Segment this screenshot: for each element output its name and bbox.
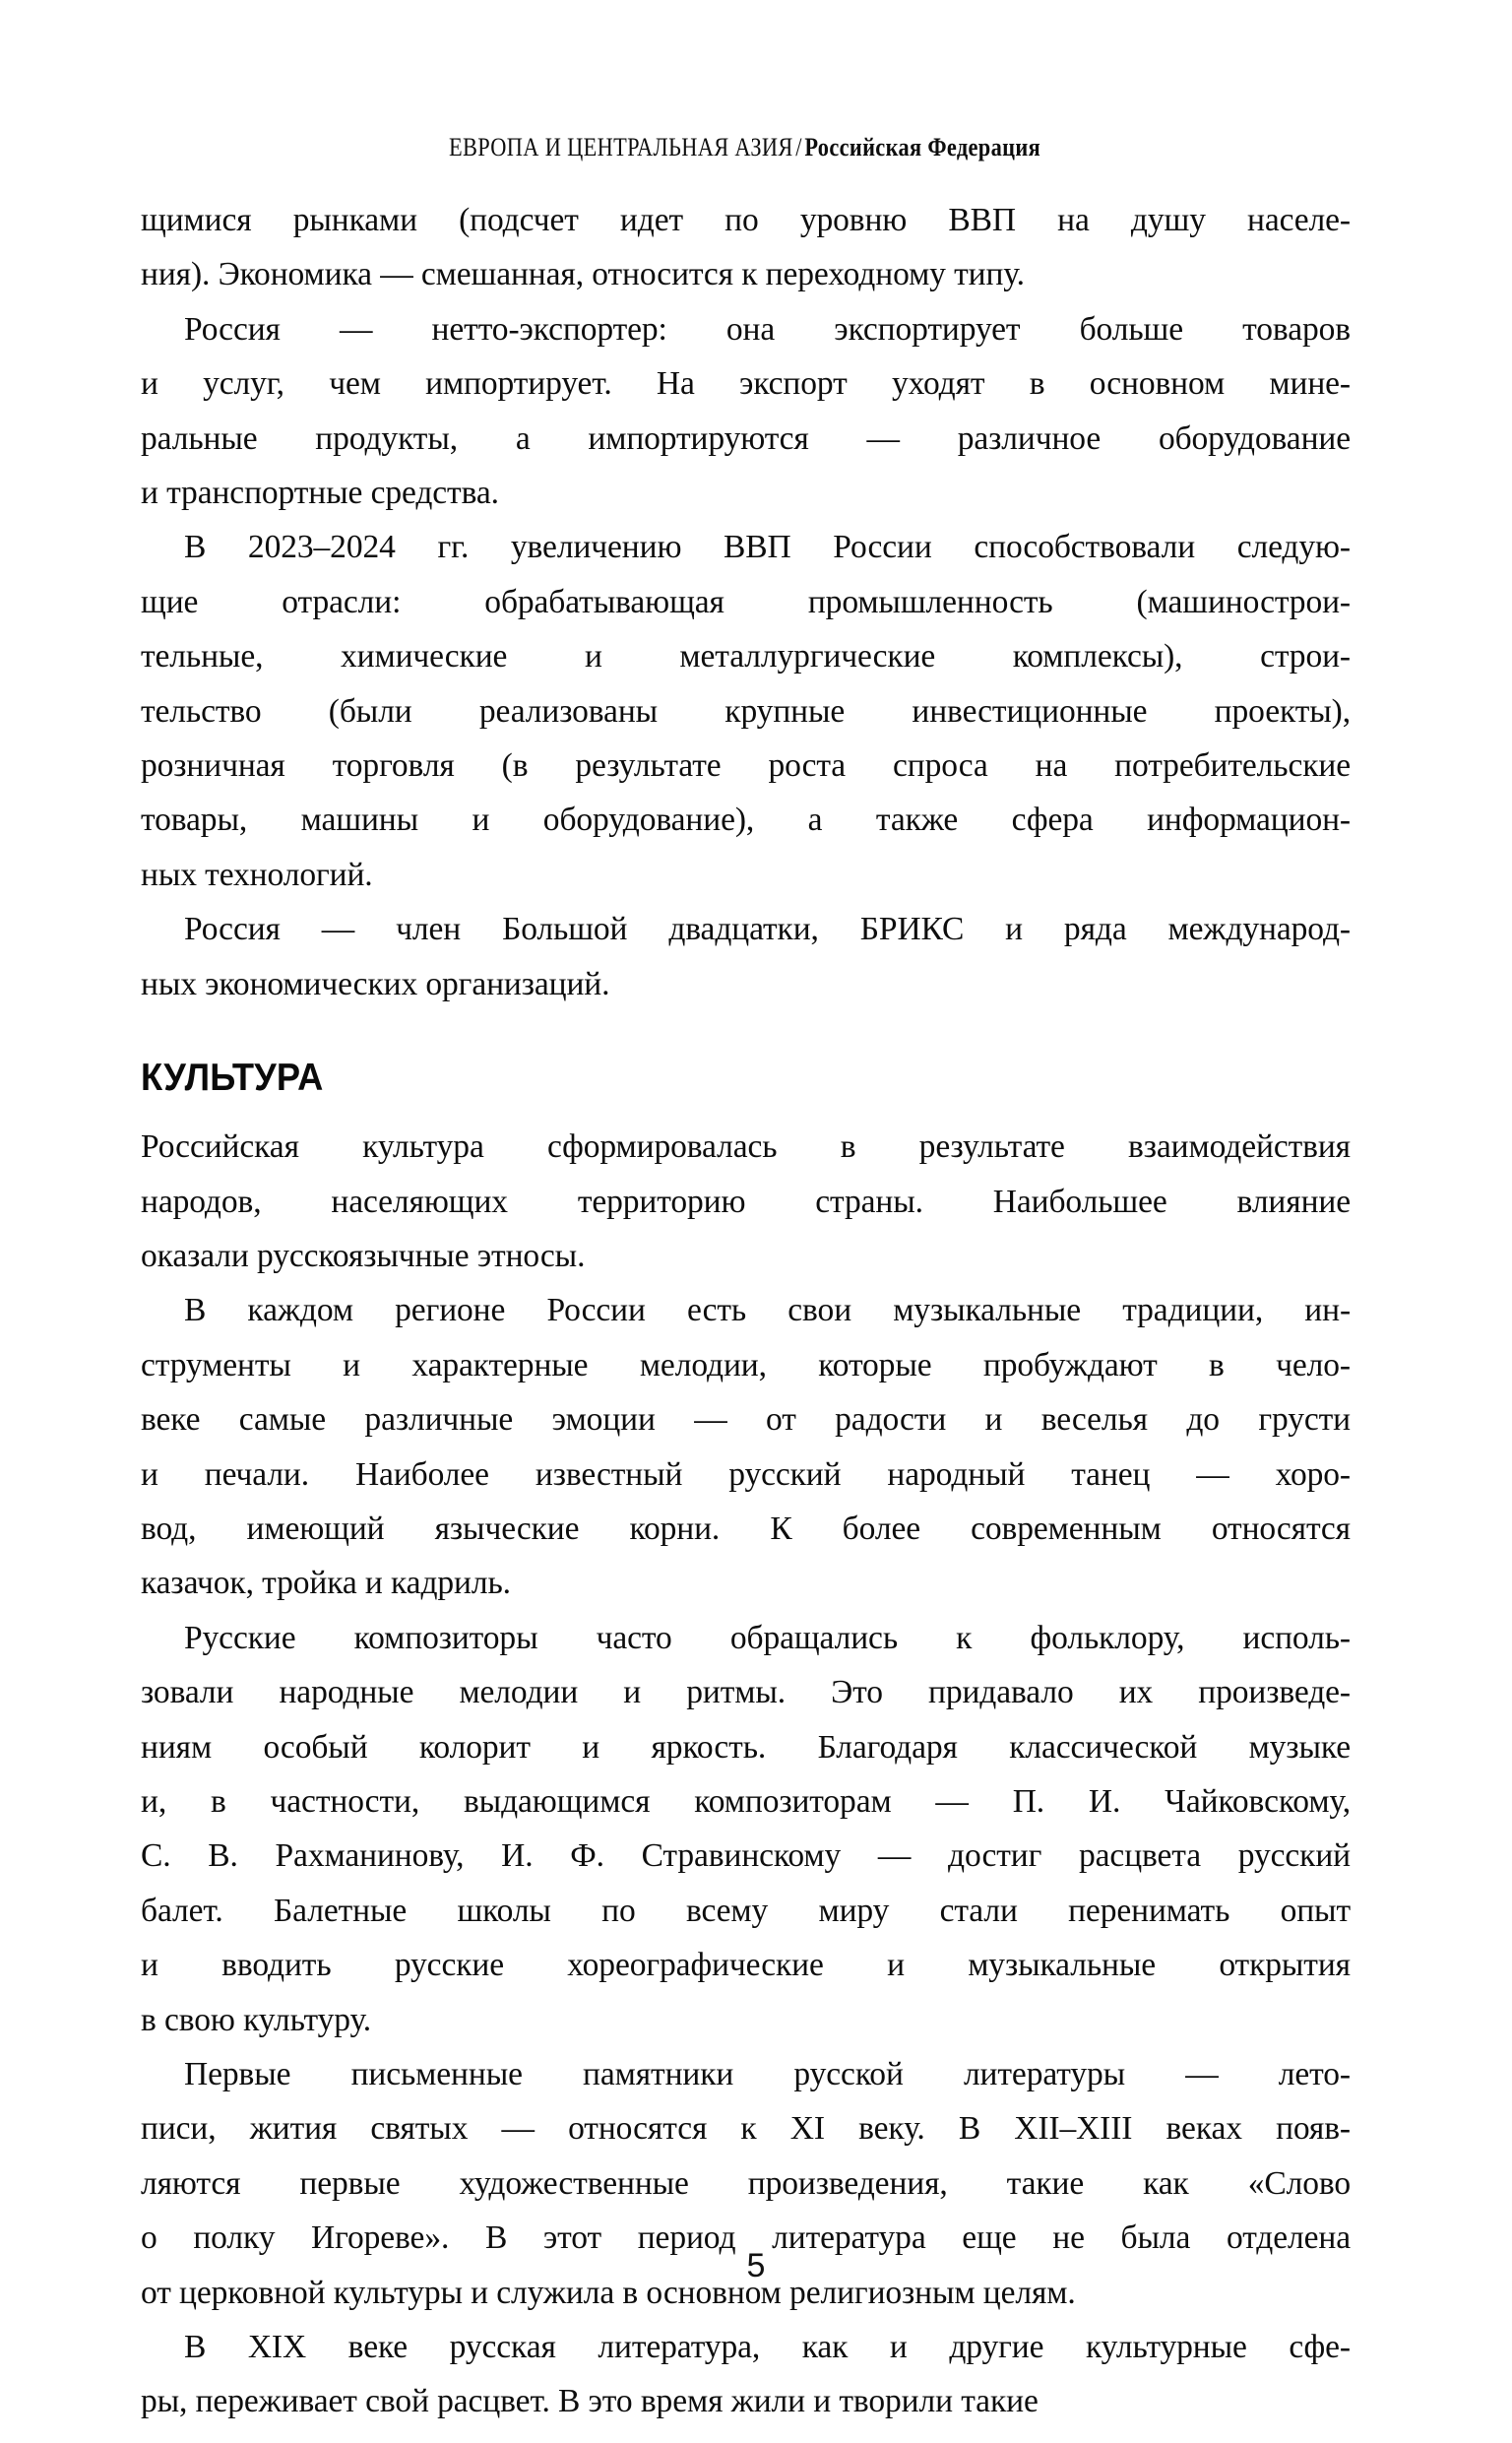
text-line: и печали. Наиболее известный русский народный танец — хоро- <box>141 1455 1351 1493</box>
spacer-after-heading <box>141 1102 1351 1120</box>
text-line: струменты и характерные мелодии, которые пробуждают в чело- <box>141 1346 1351 1383</box>
text-line: оказали русскоязычные этносы. <box>141 1237 586 1274</box>
text-line: товары, машины и оборудование), а также сфера информацион- <box>141 802 1351 839</box>
text-line: В XIX веке русская литература, как и другие культурные сфе- <box>184 2329 1351 2366</box>
text-line: Россия — член Большой двадцатки, БРИКС и ряда международ- <box>184 911 1351 948</box>
paragraph <box>141 2320 1351 2429</box>
spacer-before-heading <box>141 1011 1351 1055</box>
section-heading-culture: КУЛЬТУРА <box>141 1057 324 1100</box>
text-line: и вводить русские хореографические и музыкальные открытия <box>141 1947 1351 1984</box>
text-line: веке самые различные эмоции — от радости и веселья до грусти <box>141 1401 1351 1439</box>
text-line: зовали народные мелодии и ритмы. Это придавало их произведе- <box>141 1674 1351 1711</box>
page-number: 5 <box>746 2247 766 2284</box>
text-line: Русские композиторы часто обращались к фольклору, исполь- <box>184 1619 1351 1656</box>
running-header-separator: / <box>795 133 802 161</box>
paragraph <box>141 1120 1351 1283</box>
text-line: В 2023–2024 гг. увеличению ВВП России способствовали следую- <box>184 529 1351 566</box>
text-line: тельные, химические и металлургические комплексы), строи- <box>141 638 1351 675</box>
paragraph <box>141 302 1351 521</box>
paragraph <box>141 1611 1351 2047</box>
text-line: ниям особый колорит и яркость. Благодаря классической музыке <box>141 1728 1351 1766</box>
paragraph <box>141 902 1351 1011</box>
paragraph <box>141 193 1351 302</box>
text-line: тельство (были реализованы крупные инвестиционные проекты), <box>141 692 1351 730</box>
text-line: Первые письменные памятники русской литературы — лето- <box>184 2056 1351 2092</box>
text-line: розничная торговля (в результате роста спроса на потребительские <box>141 747 1351 785</box>
text-line: и, в частности, выдающимся композиторам — П. И. Чайковскому, <box>141 1782 1351 1820</box>
text-line: казачок, тройка и кадриль. <box>141 1565 511 1602</box>
text-line: писи, жития святых — относятся к XI веку. В XII–XIII веках появ- <box>141 2110 1351 2148</box>
running-header-country: Российская Федерация <box>804 133 1041 161</box>
text-line: народов, населяющих территорию страны. Наибольшее влияние <box>141 1183 1351 1220</box>
paragraph <box>141 1283 1351 1610</box>
text-line: В каждом регионе России есть свои музыкальные традиции, ин- <box>184 1292 1351 1329</box>
text-line: и транспортные средства. <box>141 475 499 512</box>
text-line: ных технологий. <box>141 856 373 893</box>
text-line: ляются первые художественные произведения, такие как «Слово <box>141 2164 1351 2202</box>
text-line: и услуг, чем импортирует. На экспорт уходят в основном мине- <box>141 365 1351 403</box>
text-line: ры, переживает свой расцвет. В это время жили и творили такие <box>141 2383 1039 2420</box>
text-line: ния). Экономика — смешанная, относится к переходному типу. <box>141 256 1025 293</box>
text-line: ных экономических организаций. <box>141 965 610 1002</box>
running-header <box>225 134 1264 162</box>
text-line: балет. Балетные школы по всему миру стали перенимать опыт <box>141 1892 1351 1929</box>
text-line: Россия — нетто-экспортер: она экспортирует больше товаров <box>184 310 1351 348</box>
text-line: о полку Игореве». В этот период литература еще не была отделена <box>141 2219 1351 2257</box>
running-header-section: ЕВРОПА И ЦЕНТРАЛЬНАЯ АЗИЯ <box>448 133 793 161</box>
text-line: от церковной культуры и служила в основном религиозным целям. <box>141 2274 1076 2311</box>
text-line: в свою культуру. <box>141 2001 372 2038</box>
text-line: ральные продукты, а импортируются — различное оборудование <box>141 419 1351 457</box>
paragraph <box>141 520 1351 902</box>
text-line: Российская культура сформировалась в результате взаимодействия <box>141 1128 1351 1166</box>
text-line: вод, имеющий языческие корни. К более современным относятся <box>141 1510 1351 1547</box>
text-line: С. В. Рахманинову, И. Ф. Стравинскому — достиг расцвета русский <box>141 1837 1351 1875</box>
text-column <box>141 193 1351 2429</box>
text-line: щимися рынками (подсчет идет по уровню ВВП на душу населе- <box>141 202 1351 238</box>
text-line: щие отрасли: обрабатывающая промышленность (машинострои- <box>141 583 1351 620</box>
